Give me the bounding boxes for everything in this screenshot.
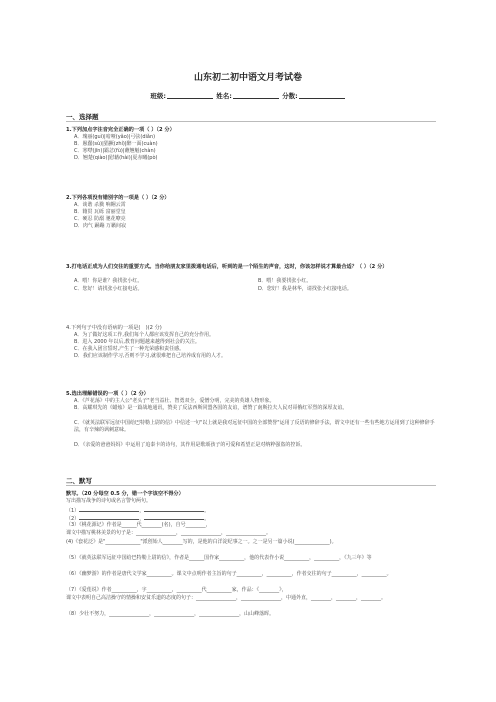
question-5-option-b: B．高耀琪先的《蜡烛》是一篇战地通讯，赞美了反法西斯同盟各国的友谊，谱赞了南斯拉夫人民对哥俄红军烈的深厚友谊。 — [74, 405, 348, 411]
question-2-option-d: D．肉气 踊蹦 万籁间寂 — [74, 223, 127, 229]
dictation-line-6: （6）《幽梦游》的作者是唐代文学家__________。课文中点明作者主旨的句子__________，__________，作者交往的句子__________，__________。 — [66, 571, 392, 577]
question-5-option-c: C．《就英法联军远征中国给巴特勒上尉的信》中信述一句"以上就是我对远征中国的全部赞誉"运用了反语的修辞手法，谓文中还有一些有些地方运用到了这种修辞手法，有辛辣的讽刺意味。 — [74, 420, 435, 434]
question-5-stem: 5.选出理解错误的一项（ ）（2 分） — [66, 391, 149, 397]
question-1-stem: 1.下列加点字注音完全正确的一项（ ）（2 分） — [66, 127, 175, 133]
section-heading-dictation: 二、默写 — [66, 477, 92, 485]
section-divider — [66, 485, 436, 486]
dictation-line-3: （3）《桃花源记》作者是______代________(名)，自号________， — [66, 522, 211, 528]
dictation-line-7: （7）《爱莲说》作者__________，字__________，__________代__________家，作品：《________》， — [66, 587, 287, 593]
question-4-stem: 4.下列句子中没有语病的一项是( )(2 分) — [66, 325, 162, 331]
dictation-line-4: (4)《套花泛》是"______________"派创始人________写的，是他的白洋淀纪事之一。之一是另一篇小说(______________)。 — [66, 539, 337, 545]
question-3-option-c: C．您好！请找张小红接电话。 — [74, 286, 143, 292]
page-title: 山东初二初中语文月考试卷 — [193, 73, 302, 83]
name-blank[interactable] — [233, 92, 279, 99]
question-3-option-a: A．喂！你是谁？我找张小红。 — [74, 278, 143, 284]
question-4-option-a: A．为了做好这项工作,我们每个人都应该发挥自己的充分作用。 — [74, 332, 215, 338]
dictation-line-3b: 课文中描写桃林美景的句子是：________________，________________，________________。 — [66, 530, 272, 536]
class-label: 班级: — [150, 92, 166, 100]
student-info-line — [0, 91, 496, 100]
question-4-option-d: D．我们应该制作学习,否则不学习,就很难把自己培养成有用的人才。 — [74, 353, 227, 359]
question-3-option-b: B．喂！我要找张小红。 — [258, 278, 312, 284]
question-1-option-c: C．寒噤(jīn)|霸忿(fù)|蘸翘魁(chàn) — [74, 148, 156, 154]
dictation-intro: 写出描写战争的诗句或名言警句两句。 — [66, 498, 152, 504]
question-2-option-c: C．硬忍 防溺 驰花嘹亮 — [74, 216, 126, 222]
question-5-option-a: A．《芦花荡》中的主人公"老头子"老当益壮、智勇双全，爱憎分明，完美的英雄人物形象。 — [74, 398, 275, 404]
name-label: 姓名: — [216, 92, 232, 100]
question-2-option-a: A．谈谐 杀戮 响翱云霄 — [74, 202, 126, 208]
class-blank[interactable] — [167, 92, 213, 99]
dictation-stem: 默写。（20 分每空 0.5 分，错一个字该空不得分） — [66, 491, 184, 497]
question-5-option-d: D．《亲爱的爸爸妈妈》中运用了追泰卡的诗句，其作用是歌颂孩子的可爱和希望正是对纳粹强盗的控诉。 — [74, 442, 306, 448]
dictation-line-2: （2） ， 。 — [66, 516, 210, 522]
question-2-option-b: B．籍贯 瓦砾 富丽堂皇 — [74, 209, 126, 215]
question-2-stem: 2.下列各项没有错别字的一项是（ ）（2 分） — [66, 195, 170, 201]
dictation-line-8: （8）少壮不努力，________________，________________，________________，山山峰落晖。 — [66, 611, 275, 617]
section-heading-choice: 一、选择题 — [66, 113, 99, 121]
dictation-line-7b: 课文中表明自己高洁操守的情操和安贫乐道的态度的句子：________________，________________，中通外直，________，________，________。 — [66, 595, 387, 601]
dictation-line-1: （1） ， 。 — [66, 508, 210, 514]
dictation-line-5: （5）《就英法联军远征中国给巴特勒上尉的信》，作者是______国作家__________，他的代表作小说__________，__________，《九三年》等 — [66, 555, 372, 561]
question-3-option-d: D．您好！我是林华，请找张小红接电话。 — [258, 286, 352, 292]
question-1-option-a: A．瑰丽(guì)|喑哑(yǎo)|弓弦(diǎn) — [74, 134, 156, 140]
section-divider — [66, 121, 436, 122]
question-4-option-c: C．在我入团宣誓时,产生了一种光荣感和责任感。 — [74, 346, 185, 352]
question-3-stem: 3.打电话正成为人们交往的重要方式。当你给朋友家里拨通电话后，听到的是一个陌生的声音，这时，你该怎样说才算最合适？（ ）（2 分） — [66, 264, 388, 270]
score-label: 分数: — [282, 92, 298, 100]
question-4-option-b: B．进入 2000 年以后,教育问题越来越得到社会的关注。 — [74, 339, 200, 345]
score-blank[interactable] — [299, 92, 345, 99]
question-1-option-b: B．愚蠢(sù)|猖獗(zhí)|醉一面(cuàn) — [74, 141, 158, 147]
question-1-option-d: D．翘楚(qiào)|慰藉(hài)|夏赤曦(pò) — [74, 155, 158, 161]
